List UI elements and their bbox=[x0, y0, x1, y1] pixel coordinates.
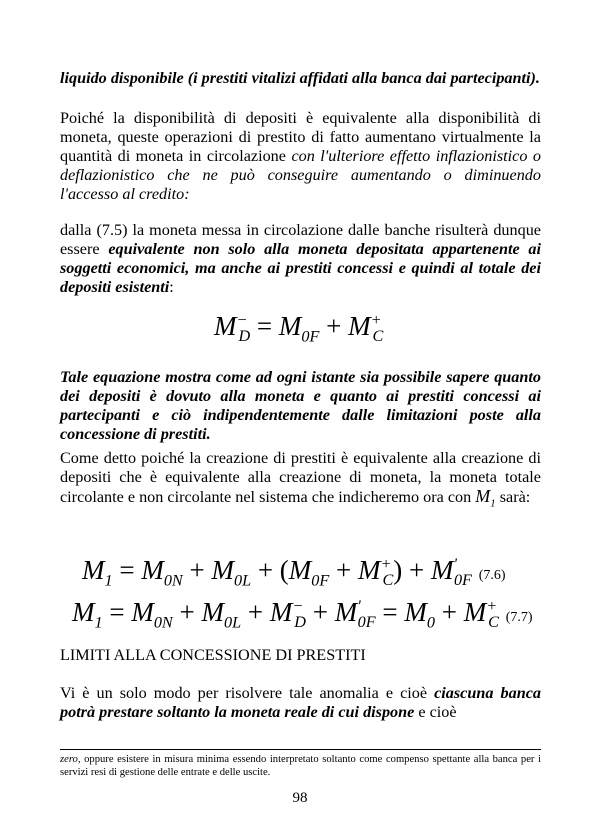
paragraph-2-text: Poiché la disponibilità di depositi è equivalente alla disponibilità di moneta, queste operazioni di prestito di fatto aumentano virtualmente la quantità di moneta in circolazione bbox=[60, 109, 541, 165]
paragraph-6-emphasis: ciascuna banca potrà prestare soltanto la moneta reale di cui dispone bbox=[60, 684, 541, 721]
section-heading: LIMITI ALLA CONCESSIONE DI PRESTITI bbox=[60, 646, 366, 664]
paragraph-4 bbox=[60, 368, 541, 444]
paragraph-5-text: Come detto poiché la creazione di prestiti è equivalente alla creazione di depositi che è equivalente alla creazione di moneta, la moneta totale circolante e non circolante nel sistema che indicheremo ora con bbox=[60, 449, 541, 506]
equation-7-6: $M_1 = M_{0N} + M_{0L} + (M_{0F} + M^+_C) + M'_{0F}$ (7.6) bbox=[82, 555, 506, 590]
paragraph-5-end: sarà: bbox=[499, 488, 531, 506]
paragraph-3-end: : bbox=[169, 278, 174, 296]
equation-7-7-label: (7.7) bbox=[505, 610, 533, 625]
m1-symbol: $M_1$ bbox=[475, 486, 496, 510]
paragraph-5 bbox=[60, 449, 541, 510]
paragraph-6-text: Vi è un solo modo per risolvere tale anomalia e cioè bbox=[60, 684, 435, 702]
footnote-italic: zero bbox=[60, 754, 78, 765]
equation-7-7: $M_1 = M_{0N} + M_{0L} + M^-_D + M'_{0F} = M_0 + M^+_C$ (7.7) bbox=[72, 597, 533, 632]
paragraph-3-emphasis: equivalente non solo alla moneta depositata appartenente ai soggetti economici, ma anche ai prestiti concessi e quindi al totale dei depositi esistenti bbox=[60, 240, 542, 296]
paragraph-2-italic: con l'ulteriore effetto inflazionistico o deflazionistico che ne può conseguire aumentando o diminuendo l'accesso al credito: bbox=[60, 147, 541, 203]
paragraph-1-emphasis: liquido disponibile (i prestiti vitalizi affidati alla banca dai partecipanti). bbox=[60, 69, 540, 87]
paragraph-6 bbox=[60, 684, 541, 722]
equation-7-6-label: (7.6) bbox=[478, 568, 506, 583]
paragraph-1 bbox=[60, 69, 541, 88]
equation-deposits: $M^-_D = M_{0F} + M^+_C$ bbox=[214, 311, 384, 346]
paragraph-6-end: e cioè bbox=[414, 703, 457, 721]
footnote bbox=[60, 753, 541, 779]
paragraph-3-text: dalla (7.5) la moneta messa in circolazione dalle banche risulterà dunque essere bbox=[60, 221, 541, 258]
paragraph-2 bbox=[60, 109, 541, 204]
footnote-divider bbox=[60, 749, 541, 750]
footnote-text: , oppure esistere in misura minima essendo interpretato soltanto come compenso spettante alla banca per i servizi resi di gestione delle entrate e delle uscite. bbox=[60, 754, 541, 778]
page-number: 98 bbox=[292, 790, 308, 806]
paragraph-4-emphasis: Tale equazione mostra come ad ogni istante sia possibile sapere quanto dei depositi è dovuto alla moneta e quanto ai prestiti concessi ai partecipanti e ciò indipendentemente dalle limitazioni poste alla concessione di prestiti. bbox=[60, 368, 541, 443]
paragraph-3 bbox=[60, 221, 541, 297]
